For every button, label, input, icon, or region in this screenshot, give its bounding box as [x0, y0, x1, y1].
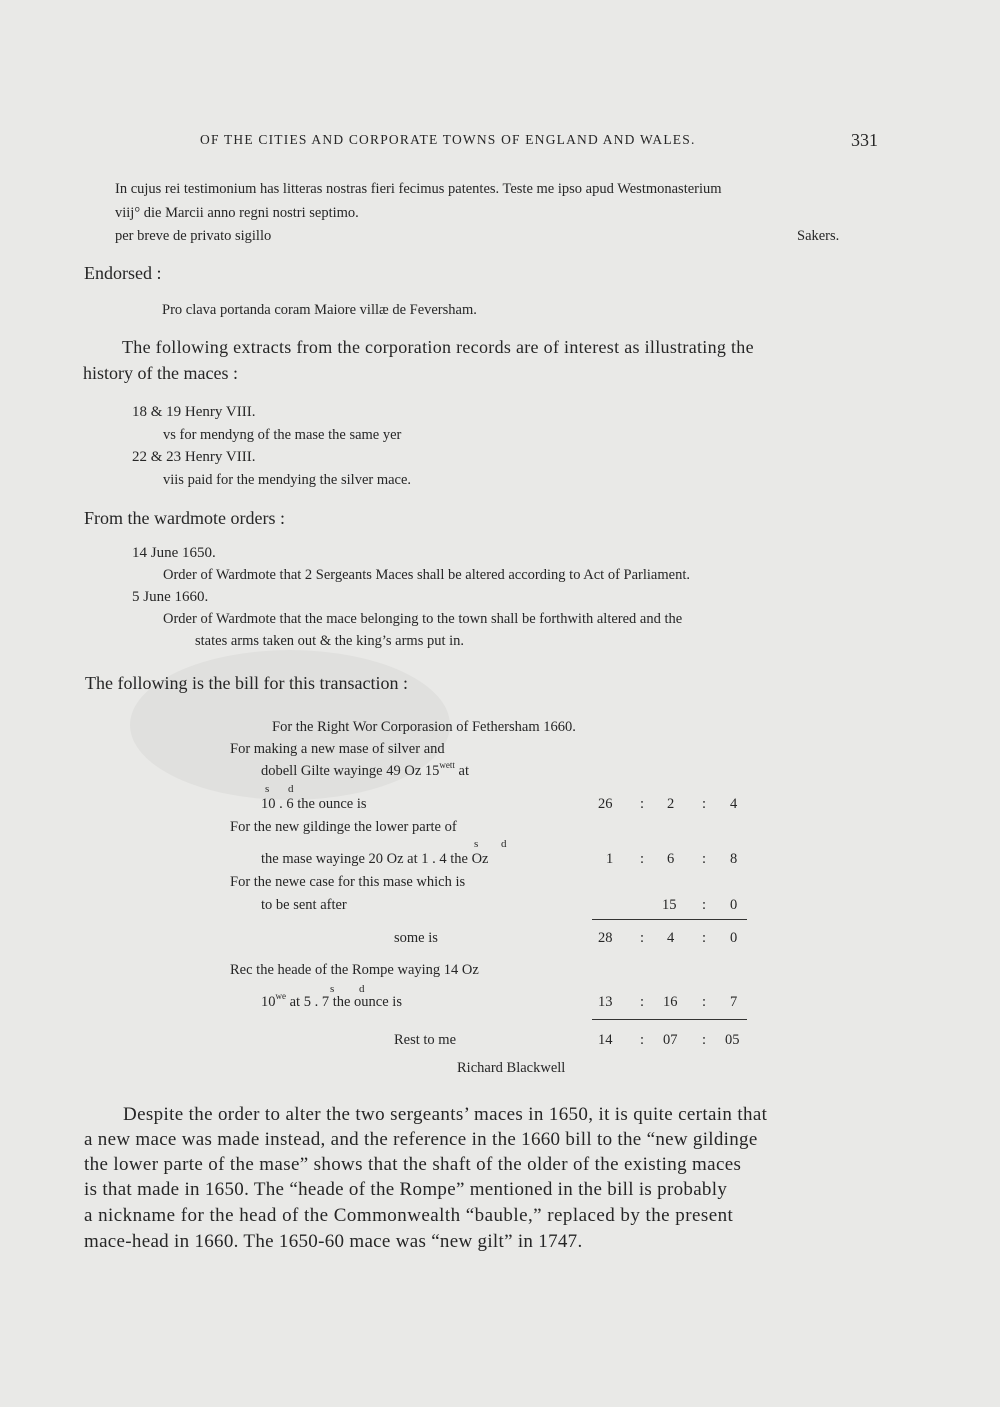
amount-shillings: 07: [663, 1032, 678, 1048]
amount-sep: :: [702, 994, 707, 1010]
amount-shillings: 16: [663, 994, 678, 1010]
charter-line-2: viij° die Marcii anno regni nostri septimo.: [115, 205, 359, 221]
amount-sep: :: [702, 851, 707, 867]
endorsed-text: Pro clava portanda coram Maiore villæ de Feversham.: [162, 302, 477, 318]
conclusion-line: a new mace was made instead, and the reference in the 1660 bill to the “new gildinge: [84, 1129, 758, 1150]
wardmote-order-2-line-2: states arms taken out & the king’s arms put in.: [195, 633, 465, 649]
amount-pence: 0: [730, 897, 738, 913]
sum-rule: [592, 919, 747, 920]
amount-pence: 4: [730, 796, 738, 812]
rest-rule: [592, 1019, 747, 1020]
intro-line-2: history of the maces :: [83, 363, 238, 383]
charter-signatory: Sakers.: [797, 228, 840, 244]
running-title: OF THE CITIES AND CORPORATE TOWNS OF ENGLAND AND WALES.: [200, 132, 696, 147]
record-date: 18 & 19 Henry VIII.: [132, 404, 256, 420]
bill-item-3-line-1: For the newe case for this mase which is: [230, 874, 466, 890]
endorsed-heading: Endorsed :: [84, 263, 162, 283]
bill-item-2-line-2: the mase wayinge 20 Oz at 1 . 4 the Oz: [261, 851, 489, 867]
bill-rec-line-2: $10^{we}$ at 5 . 7 the ounce is: [261, 991, 402, 1010]
amount-pence: 7: [730, 994, 738, 1010]
amount-sep: :: [702, 796, 707, 812]
amount-shillings: 2: [667, 796, 675, 812]
shillings-label: s: [330, 983, 335, 995]
wardmote-date-1: 14 June 1650.: [132, 545, 216, 561]
charter-line-1: In cujus rei testimonium has litteras nostras fieri fecimus patentes. Teste me ipso apud Westmonasterium: [115, 181, 722, 197]
amount-sep: :: [702, 930, 707, 946]
amount-sep: :: [640, 994, 645, 1010]
amount-shillings: 6: [667, 851, 675, 867]
pence-label: d: [501, 838, 507, 850]
conclusion-line: a nickname for the head of the Commonwealth “bauble,” replaced by the present: [84, 1205, 734, 1226]
amount-sep: :: [702, 897, 707, 913]
shillings-label: s: [265, 783, 270, 795]
amount-shillings: 15: [662, 897, 677, 913]
charter-line-3-left: per breve de privato sigillo: [115, 228, 272, 244]
amount-sep: :: [640, 930, 645, 946]
wardmote-heading: From the wardmote orders :: [84, 508, 285, 528]
bill-item-3-line-2: to be sent after: [261, 897, 347, 913]
amount-sep: :: [640, 851, 645, 867]
bill-signature: Richard Blackwell: [457, 1060, 566, 1076]
bill-heading: The following is the bill for this transaction :: [85, 673, 408, 693]
rest-label: Rest to me: [394, 1032, 457, 1048]
amount-sep: :: [640, 796, 645, 812]
record-text: vs for mendyng of the mase the same yer: [163, 427, 402, 443]
amount-pounds: 28: [598, 930, 613, 946]
amount-sep: :: [702, 1032, 707, 1048]
bill-rec-line-1: Rec the heade of the Rompe waying 14 Oz: [230, 962, 479, 978]
amount-pounds: 13: [598, 994, 613, 1010]
amount-pence: 05: [725, 1032, 740, 1048]
bill-item-1-line-3: 10 . 6 the ounce is: [261, 796, 367, 812]
amount-pounds: 14: [598, 1032, 613, 1048]
wardmote-date-2: 5 June 1660.: [132, 589, 209, 605]
conclusion-line: Despite the order to alter the two sergeants’ maces in 1650, it is quite certain that: [123, 1104, 768, 1125]
pence-label: d: [359, 983, 365, 995]
shillings-label: s: [474, 838, 479, 850]
record-text: viis paid for the mendying the silver mace.: [163, 472, 412, 488]
amount-shillings: 4: [667, 930, 675, 946]
bill-item-2-line-1: For the new gildinge the lower parte of: [230, 819, 457, 835]
amount-pence: 8: [730, 851, 738, 867]
amount-pounds: 26: [598, 796, 613, 812]
wardmote-order-2-line-1: Order of Wardmote that the mace belonging to the town shall be forthwith altered and the: [163, 611, 683, 627]
amount-sep: :: [640, 1032, 645, 1048]
conclusion-line: the lower parte of the mase” shows that the shaft of the older of the existing maces: [84, 1154, 742, 1175]
amount-pence: 0: [730, 930, 738, 946]
sum-label: some is: [394, 930, 438, 946]
bill-item-1-line-2: dobell Gilte wayinge 49 Oz $15^{wett}$ at: [261, 760, 469, 779]
intro-line-1: The following extracts from the corporation records are of interest as illustrating the: [122, 337, 754, 357]
pence-label: d: [288, 783, 294, 795]
bill-title: For the Right Wor Corporasion of Fethersham 1660.: [272, 719, 576, 735]
wardmote-order-1: Order of Wardmote that 2 Sergeants Maces shall be altered according to Act of Parliament.: [163, 567, 690, 583]
conclusion-line: is that made in 1650. The “heade of the Rompe” mentioned in the bill is probably: [84, 1179, 728, 1200]
page-number: 331: [851, 130, 878, 150]
record-date: 22 & 23 Henry VIII.: [132, 449, 256, 465]
bill-item-1-line-1: For making a new mase of silver and: [230, 741, 445, 757]
conclusion-line: mace-head in 1660. The 1650-60 mace was “new gilt” in 1747.: [84, 1231, 583, 1252]
amount-pounds: 1: [606, 851, 614, 867]
